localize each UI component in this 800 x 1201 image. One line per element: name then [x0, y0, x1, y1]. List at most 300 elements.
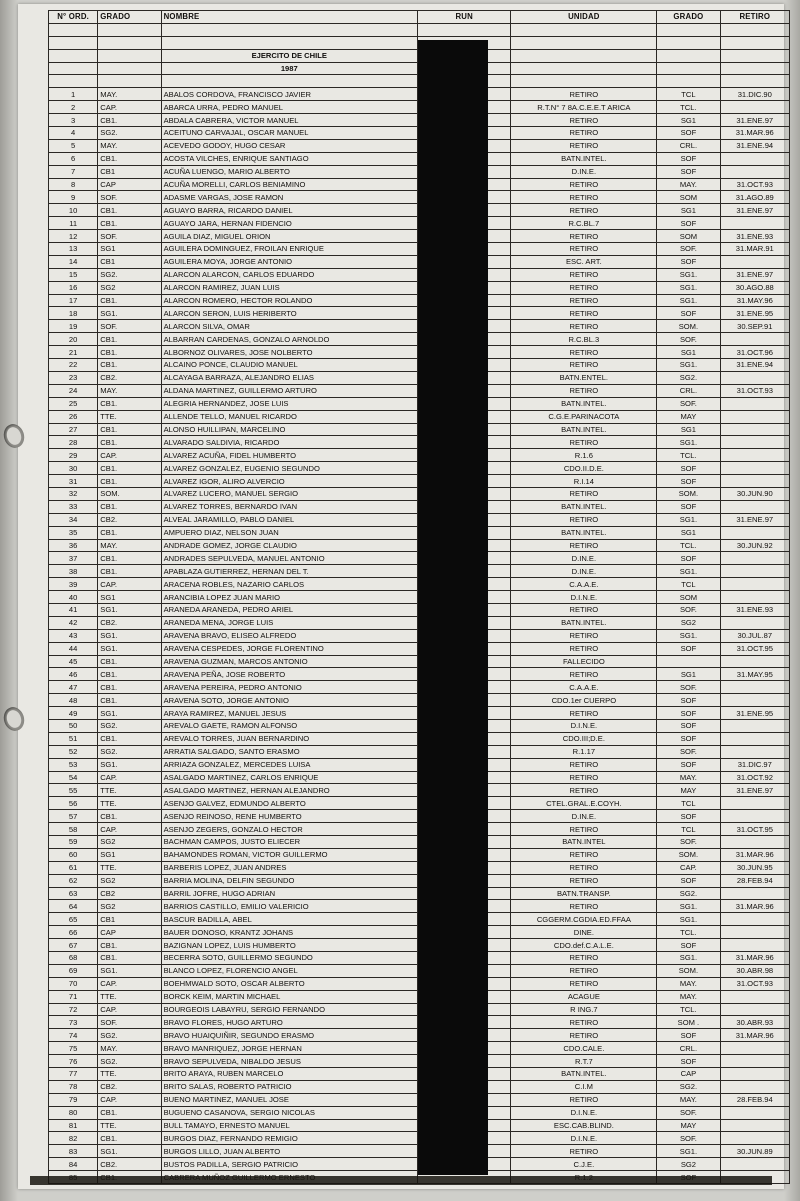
table-cell-grado-actual: SOF: [657, 500, 720, 513]
table-cell-retiro: 31.ENE.97: [720, 513, 789, 526]
table-cell-unidad: ESC. ART.: [511, 255, 657, 268]
table-cell-unidad: RETIRO: [511, 1029, 657, 1042]
table-cell-unidad: RETIRO: [511, 114, 657, 127]
table-cell-grado-actual: SG2: [657, 616, 720, 629]
table-cell-retiro: [720, 616, 789, 629]
table-cell-retiro: [720, 101, 789, 114]
table-cell-grado: CB1.: [98, 1132, 161, 1145]
table-cell-orden: 16: [49, 281, 98, 294]
table-cell-orden: 62: [49, 874, 98, 887]
table-cell-unidad: RETIRO: [511, 178, 657, 191]
table-cell-nombre: ALARCON SILVA, OMAR: [161, 320, 417, 333]
table-cell-nombre: BARBERIS LOPEZ, JUAN ANDRES: [161, 861, 417, 874]
table-cell-grado-actual: MAY.: [657, 771, 720, 784]
table-cell-retiro: [720, 810, 789, 823]
table-cell-grado: CB1.: [98, 217, 161, 230]
column-header-nombre: NOMBRE: [161, 11, 417, 24]
table-cell-grado-actual: SOM .: [657, 1016, 720, 1029]
table-cell-nombre: BRAVO FLORES, HUGO ARTURO: [161, 1016, 417, 1029]
table-cell-orden: 42: [49, 616, 98, 629]
table-cell-retiro: 28.FEB.94: [720, 1093, 789, 1106]
table-cell-retiro: [720, 1106, 789, 1119]
table-cell-grado-actual: SG1.: [657, 359, 720, 372]
table-cell-grado: CAP.: [98, 977, 161, 990]
table-cell-unidad: D.I.N.E.: [511, 1132, 657, 1145]
table-cell-nombre: BARRIA MOLINA, DELFIN SEGUNDO: [161, 874, 417, 887]
table-cell-unidad: RETIRO: [511, 127, 657, 140]
table-cell-unidad: RETIRO: [511, 1016, 657, 1029]
table-cell-grado-actual: CRL.: [657, 384, 720, 397]
table-cell-grado-actual: SG1: [657, 423, 720, 436]
table-cell-grado: CB2.: [98, 513, 161, 526]
table-cell-grado-actual: MAY.: [657, 178, 720, 191]
table-cell-nombre: ALCAYAGA BARRAZA, ALEJANDRO ELIAS: [161, 371, 417, 384]
table-cell-unidad: BATN.INTEL.: [511, 152, 657, 165]
table-cell-retiro: 30.ABR.98: [720, 964, 789, 977]
table-cell-retiro: [720, 410, 789, 423]
table-cell-grado-actual: SOF: [657, 165, 720, 178]
table-cell-nombre: AGUAYO JARA, HERNAN FIDENCIO: [161, 217, 417, 230]
section-title-row-text: EJERCITO DE CHILE: [161, 49, 417, 62]
table-cell-unidad: D.I.N.E.: [511, 1106, 657, 1119]
table-cell-grado-actual: SG1.: [657, 436, 720, 449]
table-cell-grado-actual: SG1.: [657, 268, 720, 281]
table-cell-orden: 43: [49, 629, 98, 642]
table-cell-orden: 50: [49, 719, 98, 732]
table-cell-retiro: [720, 681, 789, 694]
table-cell-retiro: 30.JUN.92: [720, 539, 789, 552]
bottom-scan-artifact: [30, 1176, 772, 1185]
table-cell-nombre: BURGOS DIAZ, FERNANDO REMIGIO: [161, 1132, 417, 1145]
table-cell-grado-actual: SG1.: [657, 900, 720, 913]
table-cell-retiro: [720, 423, 789, 436]
column-header-run: RUN: [417, 11, 511, 24]
table-cell-grado: CAP.: [98, 1003, 161, 1016]
table-cell-grado-actual: SOM.: [657, 848, 720, 861]
table-cell-retiro: 31.OCT.96: [720, 346, 789, 359]
table-cell-unidad: R.I.14: [511, 475, 657, 488]
table-cell-grado-actual: SG1.: [657, 565, 720, 578]
table-cell-retiro: [720, 836, 789, 849]
table-cell-grado: SG1.: [98, 964, 161, 977]
table-cell-orden: 47: [49, 681, 98, 694]
table-cell-grado-actual: SOM.: [657, 320, 720, 333]
table-cell-grado: CB1.: [98, 552, 161, 565]
table-cell-nombre: ANDRADES SEPULVEDA, MANUEL ANTONIO: [161, 552, 417, 565]
table-cell-retiro: 31.AGO.89: [720, 191, 789, 204]
table-cell-unidad: R.C.BL.3: [511, 333, 657, 346]
column-header-orden: N° ORD.: [49, 11, 98, 24]
table-cell-grado-actual: SOF.: [657, 333, 720, 346]
column-header-retiro: RETIRO: [720, 11, 789, 24]
table-cell-unidad: BATN.TRANSP.: [511, 887, 657, 900]
empty-cell: [417, 23, 511, 36]
empty-cell: [720, 49, 789, 62]
table-cell-unidad: R.C.BL.7: [511, 217, 657, 230]
table-cell-unidad: CTEL.GRAL.E.COYH.: [511, 797, 657, 810]
table-cell-nombre: ALVARADO SALDIVIA, RICARDO: [161, 436, 417, 449]
table-cell-nombre: AGUILERA MOYA, JORGE ANTONIO: [161, 255, 417, 268]
table-cell-grado: CAP.: [98, 771, 161, 784]
table-cell-grado: CAP: [98, 178, 161, 191]
table-cell-nombre: BASCUR BADILLA, ABEL: [161, 913, 417, 926]
table-cell-unidad: RETIRO: [511, 642, 657, 655]
table-cell-grado-actual: SOM: [657, 230, 720, 243]
table-cell-grado: CB1: [98, 165, 161, 178]
table-cell-nombre: ARANEDA MENA, JORGE LUIS: [161, 616, 417, 629]
table-cell-grado: SG2.: [98, 745, 161, 758]
table-cell-grado-actual: SG2.: [657, 1080, 720, 1093]
table-cell-grado-actual: CAP: [657, 1068, 720, 1081]
table-cell-grado: SOF.: [98, 230, 161, 243]
table-cell-orden: 38: [49, 565, 98, 578]
table-cell-nombre: BOEHMWALD SOTO, OSCAR ALBERTO: [161, 977, 417, 990]
table-cell-retiro: 31.MAY.95: [720, 668, 789, 681]
table-cell-nombre: AMPUERO DIAZ, NELSON JUAN: [161, 526, 417, 539]
table-cell-retiro: [720, 887, 789, 900]
table-cell-nombre: ABALOS CORDOVA, FRANCISCO JAVIER: [161, 88, 417, 101]
table-cell-grado: MAY.: [98, 539, 161, 552]
table-cell-orden: 59: [49, 836, 98, 849]
table-cell-retiro: 28.FEB.94: [720, 874, 789, 887]
table-cell-grado: SG1.: [98, 1145, 161, 1158]
table-cell-unidad: RETIRO: [511, 281, 657, 294]
table-cell-orden: 35: [49, 526, 98, 539]
table-cell-grado-actual: SG1: [657, 346, 720, 359]
table-cell-nombre: BAUER DONOSO, KRANTZ JOHANS: [161, 926, 417, 939]
column-header-grado-actual: GRADO: [657, 11, 720, 24]
table-cell-nombre: ARANCIBIA LOPEZ JUAN MARIO: [161, 591, 417, 604]
table-cell-unidad: BATN.INTEL.: [511, 397, 657, 410]
table-cell-grado: SG2: [98, 281, 161, 294]
table-cell-retiro: 31.OCT.93: [720, 178, 789, 191]
table-cell-nombre: BLANCO LOPEZ, FLORENCIO ANGEL: [161, 964, 417, 977]
table-cell-nombre: ARAVENA PEÑA, JOSE ROBERTO: [161, 668, 417, 681]
empty-cell: [720, 23, 789, 36]
empty-cell: [49, 75, 98, 88]
table-cell-nombre: AGUILERA DOMINGUEZ, FROILAN ENRIQUE: [161, 243, 417, 256]
table-cell-unidad: RETIRO: [511, 1093, 657, 1106]
table-cell-nombre: ACEITUNO CARVAJAL, OSCAR MANUEL: [161, 127, 417, 140]
table-cell-unidad: R.1.6: [511, 449, 657, 462]
table-cell-grado-actual: SOF: [657, 732, 720, 745]
table-cell-nombre: ACOSTA VILCHES, ENRIQUE SANTIAGO: [161, 152, 417, 165]
table-cell-grado: CB2.: [98, 1080, 161, 1093]
table-cell-orden: 12: [49, 230, 98, 243]
table-cell-grado: CB1.: [98, 475, 161, 488]
table-cell-unidad: RETIRO: [511, 848, 657, 861]
empty-cell: [511, 36, 657, 49]
scanned-sheet: [18, 4, 784, 1189]
table-cell-nombre: BRITO SALAS, ROBERTO PATRICIO: [161, 1080, 417, 1093]
table-cell-orden: 36: [49, 539, 98, 552]
table-cell-nombre: ARANEDA ARANEDA, PEDRO ARIEL: [161, 603, 417, 616]
table-cell-retiro: [720, 1119, 789, 1132]
table-cell-orden: 77: [49, 1068, 98, 1081]
table-cell-grado: CB1.: [98, 526, 161, 539]
table-cell-orden: 51: [49, 732, 98, 745]
table-cell-grado: SOF.: [98, 320, 161, 333]
table-cell-unidad: RETIRO: [511, 243, 657, 256]
table-cell-orden: 71: [49, 990, 98, 1003]
table-cell-grado-actual: SOF: [657, 152, 720, 165]
table-cell-grado-actual: SOF.: [657, 836, 720, 849]
table-cell-grado: SG2.: [98, 127, 161, 140]
table-cell-unidad: RETIRO: [511, 294, 657, 307]
table-cell-unidad: RETIRO: [511, 539, 657, 552]
table-cell-nombre: BAZIGNAN LOPEZ, LUIS HUMBERTO: [161, 939, 417, 952]
table-cell-orden: 72: [49, 1003, 98, 1016]
table-cell-unidad: RETIRO: [511, 307, 657, 320]
table-cell-orden: 17: [49, 294, 98, 307]
table-cell-orden: 60: [49, 848, 98, 861]
table-cell-unidad: BATN.INTEL.: [511, 526, 657, 539]
table-cell-grado-actual: CRL.: [657, 139, 720, 152]
table-cell-grado-actual: SOF.: [657, 243, 720, 256]
table-cell-orden: 11: [49, 217, 98, 230]
table-cell-unidad: RETIRO: [511, 230, 657, 243]
table-cell-unidad: ESC.CAB.BLIND.: [511, 1119, 657, 1132]
table-cell-grado: CB2: [98, 887, 161, 900]
table-cell-grado: SG1: [98, 848, 161, 861]
table-cell-orden: 27: [49, 423, 98, 436]
table-cell-grado-actual: CAP.: [657, 861, 720, 874]
table-cell-unidad: RETIRO: [511, 952, 657, 965]
empty-cell: [49, 49, 98, 62]
table-cell-nombre: ACUÑA MORELLI, CARLOS BENIAMINO: [161, 178, 417, 191]
table-cell-grado-actual: SOF.: [657, 681, 720, 694]
table-cell-orden: 1: [49, 88, 98, 101]
table-cell-unidad: D.I.N.E.: [511, 591, 657, 604]
table-cell-nombre: BRAVO SEPULVEDA, NIBALDO JESUS: [161, 1055, 417, 1068]
empty-cell: [161, 23, 417, 36]
table-cell-grado-actual: SOF: [657, 719, 720, 732]
table-cell-unidad: RETIRO: [511, 359, 657, 372]
table-cell-unidad: RETIRO: [511, 204, 657, 217]
table-cell-nombre: ALARCON RAMIREZ, JUAN LUIS: [161, 281, 417, 294]
table-cell-orden: 73: [49, 1016, 98, 1029]
table-cell-unidad: RETIRO: [511, 88, 657, 101]
table-cell-retiro: 30.SEP.91: [720, 320, 789, 333]
table-cell-retiro: [720, 436, 789, 449]
table-cell-orden: 21: [49, 346, 98, 359]
table-cell-grado-actual: SOF.: [657, 397, 720, 410]
table-cell-grado: SG2.: [98, 1029, 161, 1042]
table-cell-orden: 14: [49, 255, 98, 268]
table-cell-nombre: ALVAREZ LUCERO, MANUEL SERGIO: [161, 487, 417, 500]
table-cell-retiro: 31.ENE.94: [720, 139, 789, 152]
table-cell-nombre: ARRIAZA GONZALEZ, MERCEDES LUISA: [161, 758, 417, 771]
table-cell-grado: SG2.: [98, 268, 161, 281]
table-cell-nombre: ARRATIA SALGADO, SANTO ERASMO: [161, 745, 417, 758]
table-cell-nombre: BUENO MARTINEZ, MANUEL JOSE: [161, 1093, 417, 1106]
table-cell-retiro: [720, 255, 789, 268]
table-cell-orden: 82: [49, 1132, 98, 1145]
table-cell-grado-actual: SG1.: [657, 629, 720, 642]
table-cell-grado-actual: TCL: [657, 823, 720, 836]
table-cell-retiro: 31.MAR.96: [720, 848, 789, 861]
table-cell-nombre: ASALGADO MARTINEZ, HERNAN ALEJANDRO: [161, 784, 417, 797]
table-cell-orden: 32: [49, 487, 98, 500]
table-cell-unidad: R ING.7: [511, 1003, 657, 1016]
empty-cell: [657, 49, 720, 62]
table-cell-grado-actual: SOF.: [657, 1106, 720, 1119]
table-cell-grado-actual: SG1.: [657, 952, 720, 965]
table-cell-grado-actual: MAY: [657, 784, 720, 797]
table-cell-nombre: ALARCON SERON, LUIS HERIBERTO: [161, 307, 417, 320]
table-cell-unidad: RETIRO: [511, 823, 657, 836]
table-cell-grado: CB2.: [98, 1158, 161, 1171]
table-cell-unidad: CDO.II.D.E.: [511, 462, 657, 475]
table-cell-grado-actual: SG1.: [657, 513, 720, 526]
table-cell-orden: 80: [49, 1106, 98, 1119]
table-cell-nombre: ACUÑA LUENGO, MARIO ALBERTO: [161, 165, 417, 178]
table-cell-grado: TTE.: [98, 1119, 161, 1132]
table-cell-nombre: ALARCON ALARCON, CARLOS EDUARDO: [161, 268, 417, 281]
table-cell-unidad: RETIRO: [511, 784, 657, 797]
table-cell-retiro: 31.ENE.97: [720, 784, 789, 797]
table-cell-grado-actual: SG1: [657, 526, 720, 539]
table-cell-grado-actual: TCL: [657, 88, 720, 101]
table-cell-nombre: ALVAREZ GONZALEZ, EUGENIO SEGUNDO: [161, 462, 417, 475]
table-cell-grado-actual: TCL.: [657, 926, 720, 939]
table-cell-unidad: RETIRO: [511, 603, 657, 616]
table-cell-retiro: 31.ENE.97: [720, 114, 789, 127]
table-cell-nombre: BRAVO HUAIQUIÑIR, SEGUNDO ERASMO: [161, 1029, 417, 1042]
table-cell-orden: 63: [49, 887, 98, 900]
table-cell-nombre: BRITO ARAYA, RUBEN MARCELO: [161, 1068, 417, 1081]
table-cell-grado-actual: SOF: [657, 939, 720, 952]
table-cell-orden: 18: [49, 307, 98, 320]
table-cell-nombre: ALVEAL JARAMILLO, PABLO DANIEL: [161, 513, 417, 526]
table-cell-grado-actual: SG1.: [657, 281, 720, 294]
table-cell-grado: TTE.: [98, 990, 161, 1003]
table-cell-nombre: ARAVENA PEREIRA, PEDRO ANTONIO: [161, 681, 417, 694]
table-cell-unidad: RETIRO: [511, 436, 657, 449]
table-cell-retiro: [720, 939, 789, 952]
table-cell-retiro: [720, 500, 789, 513]
table-cell-grado: CB1: [98, 255, 161, 268]
table-cell-grado: CB1.: [98, 655, 161, 668]
table-cell-grado: CB1.: [98, 204, 161, 217]
section-year-row-text: 1987: [161, 62, 417, 75]
table-cell-orden: 56: [49, 797, 98, 810]
table-cell-grado-actual: SOM.: [657, 487, 720, 500]
table-cell-unidad: CGGERM.CGDIA.ED.FFAA: [511, 913, 657, 926]
table-cell-unidad: RETIRO: [511, 1145, 657, 1158]
table-cell-grado: CB1.: [98, 810, 161, 823]
table-cell-orden: 5: [49, 139, 98, 152]
table-cell-nombre: ALVAREZ TORRES, BERNARDO IVAN: [161, 500, 417, 513]
table-cell-grado-actual: TCL.: [657, 449, 720, 462]
table-cell-grado-actual: SG1: [657, 114, 720, 127]
table-cell-grado-actual: SG1.: [657, 913, 720, 926]
table-cell-unidad: D.IN.E.: [511, 165, 657, 178]
table-cell-retiro: 31.MAR.96: [720, 900, 789, 913]
empty-cell: [98, 49, 161, 62]
empty-cell: [657, 75, 720, 88]
table-cell-grado-actual: SG1.: [657, 294, 720, 307]
table-cell-grado: CB1.: [98, 732, 161, 745]
table-cell-unidad: C.A.A.E.: [511, 681, 657, 694]
table-cell-unidad: ACAGUE: [511, 990, 657, 1003]
table-cell-grado-actual: SG1: [657, 668, 720, 681]
table-cell-retiro: 31.ENE.93: [720, 603, 789, 616]
table-cell-grado-actual: TCL.: [657, 539, 720, 552]
table-cell-grado-actual: SOF: [657, 255, 720, 268]
table-cell-unidad: RETIRO: [511, 874, 657, 887]
table-cell-retiro: [720, 552, 789, 565]
table-cell-nombre: ALEGRIA HERNANDEZ, JOSE LUIS: [161, 397, 417, 410]
table-cell-orden: 70: [49, 977, 98, 990]
table-cell-grado-actual: SOF: [657, 758, 720, 771]
table-cell-orden: 76: [49, 1055, 98, 1068]
table-cell-grado: SOF.: [98, 191, 161, 204]
table-cell-grado: SG1.: [98, 707, 161, 720]
table-cell-orden: 22: [49, 359, 98, 372]
table-cell-orden: 9: [49, 191, 98, 204]
table-cell-orden: 34: [49, 513, 98, 526]
table-cell-unidad: RETIRO: [511, 900, 657, 913]
table-cell-unidad: CDO.III;D.E.: [511, 732, 657, 745]
table-cell-grado-actual: SOF: [657, 694, 720, 707]
table-cell-orden: 30: [49, 462, 98, 475]
table-cell-retiro: 31.OCT.95: [720, 823, 789, 836]
table-cell-orden: 81: [49, 1119, 98, 1132]
table-cell-grado: CAP.: [98, 578, 161, 591]
empty-cell: [49, 23, 98, 36]
table-cell-grado: TTE.: [98, 1068, 161, 1081]
table-cell-orden: 41: [49, 603, 98, 616]
table-cell-retiro: [720, 1042, 789, 1055]
table-cell-unidad: RETIRO: [511, 771, 657, 784]
table-cell-unidad: C.G.E.PARINACOTA: [511, 410, 657, 423]
table-cell-retiro: [720, 449, 789, 462]
table-cell-grado-actual: SOF: [657, 552, 720, 565]
table-cell-retiro: 31.MAR.96: [720, 952, 789, 965]
table-cell-grado: CB1.: [98, 423, 161, 436]
table-cell-orden: 44: [49, 642, 98, 655]
table-cell-retiro: [720, 1068, 789, 1081]
table-cell-orden: 33: [49, 500, 98, 513]
empty-cell: [98, 62, 161, 75]
table-cell-retiro: [720, 591, 789, 604]
table-cell-nombre: BECERRA SOTO, GUILLERMO SEGUNDO: [161, 952, 417, 965]
table-cell-grado: SOM.: [98, 487, 161, 500]
table-cell-grado-actual: TCL: [657, 797, 720, 810]
table-cell-orden: 74: [49, 1029, 98, 1042]
empty-cell: [98, 75, 161, 88]
table-cell-retiro: 31.OCT.95: [720, 642, 789, 655]
table-cell-retiro: 31.MAR.91: [720, 243, 789, 256]
table-cell-unidad: RETIRO: [511, 629, 657, 642]
table-cell-retiro: 30.AGO.88: [720, 281, 789, 294]
table-cell-unidad: RETIRO: [511, 320, 657, 333]
table-header: [49, 11, 790, 24]
table-cell-unidad: RETIRO: [511, 384, 657, 397]
table-cell-unidad: RETIRO: [511, 191, 657, 204]
table-cell-orden: 75: [49, 1042, 98, 1055]
table-cell-retiro: [720, 333, 789, 346]
table-cell-retiro: [720, 655, 789, 668]
table-cell-grado: CAP: [98, 926, 161, 939]
table-cell-grado-actual: SOM.: [657, 964, 720, 977]
table-cell-retiro: 31.ENE.95: [720, 307, 789, 320]
table-cell-unidad: C.I.M: [511, 1080, 657, 1093]
table-cell-nombre: BURGOS LILLO, JUAN ALBERTO: [161, 1145, 417, 1158]
table-cell-unidad: CDO.1er CUERPO: [511, 694, 657, 707]
table-cell-nombre: ALVAREZ IGOR, ALIRO ALVERCIO: [161, 475, 417, 488]
